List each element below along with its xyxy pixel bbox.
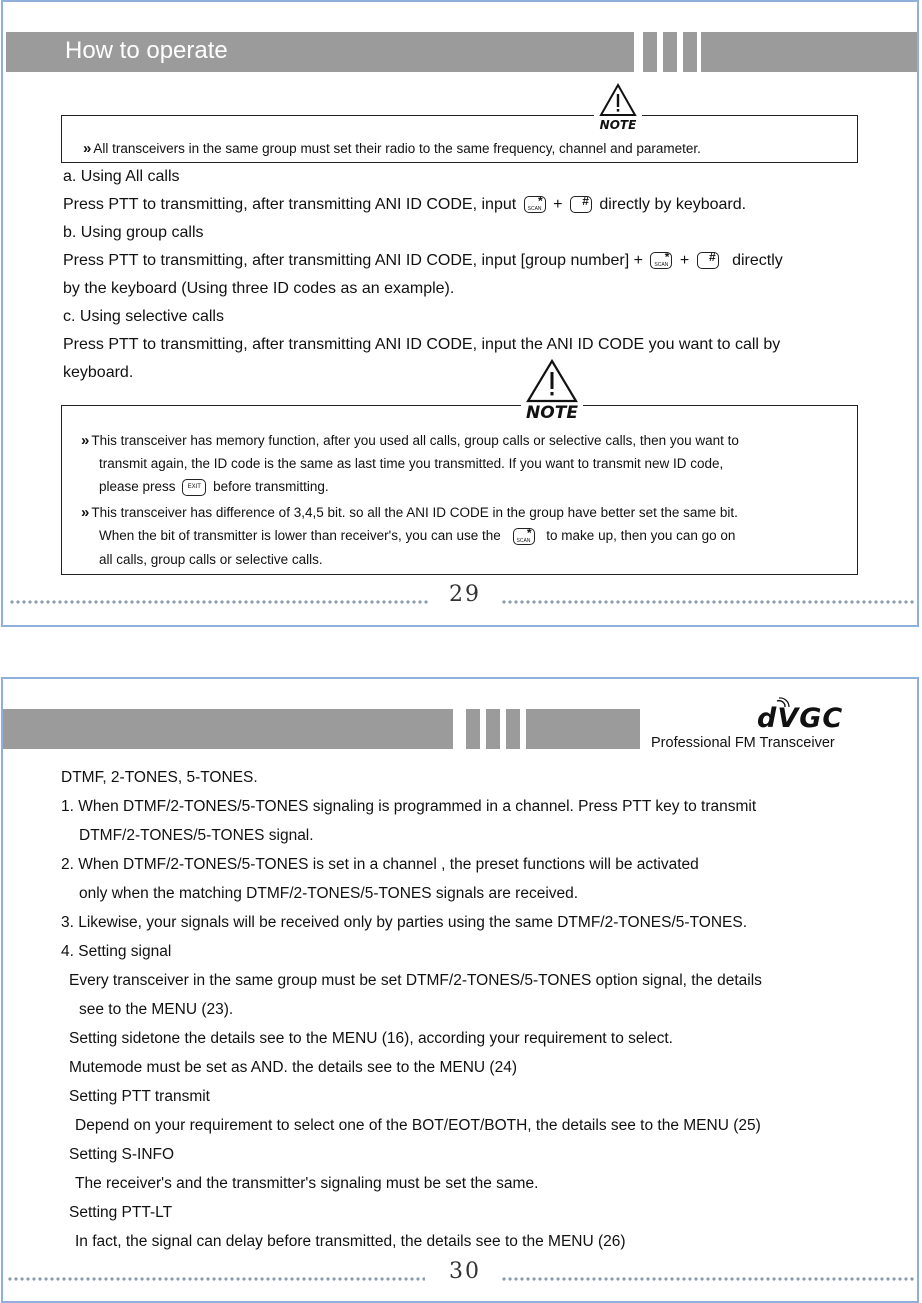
footer-dotted-rule [501,1276,915,1282]
text: to make up, then you can go on [546,528,736,544]
heading-group-calls: b. Using group calls [63,224,204,241]
header-stripe [643,32,657,72]
text: + [679,252,690,269]
warning-icon [525,358,579,404]
selective-calls-instruction: Press PTT to transmitting, after transmitting ANI ID CODE, input the ANI ID CODE you want to call by [63,336,781,353]
star-scan-key-icon: * SCAN [513,528,535,545]
note-2-line: transmit again, the ID code is the same as last time you transmitted. If you want to transmit new ID code, [99,456,724,471]
body-line: 1. When DTMF/2-TONES/5-TONES signaling is programmed in a channel. Press PTT key to transmit [61,798,757,815]
text: before transmitting. [213,479,329,495]
note-2-line [81,432,739,449]
page-number: 30 [449,1259,481,1284]
hash-key-icon: # [570,196,592,213]
svg-text:dVGC: dVGC [757,703,844,733]
body-line: Depend on your requirement to select one of the BOT/EOT/BOTH, the details see to the MENU (25) [75,1117,761,1134]
body-line: Setting S-INFO [69,1146,175,1163]
section-title: How to operate [65,37,228,64]
text: When the bit of transmitter is lower than receiver's, you can use the [99,528,501,544]
note-warning-2 [521,358,583,430]
note-2-line [99,528,735,545]
note-1-line [83,140,701,157]
group-calls-instruction [63,252,783,270]
hash-key-icon: # [697,252,719,269]
exit-key-icon: EXIT [182,479,206,496]
body-line: 3. Likewise, your signals will be received only by parties using the same DTMF/2-TONES/5-TONES. [61,914,747,931]
brand-tagline: Professional FM Transceiver [651,735,835,751]
header-stripe [486,709,500,749]
body-line: 4. Setting signal [61,943,172,960]
note-2-line [81,504,738,521]
body-line: In fact, the signal can delay before transmitted, the details see to the MENU (26) [75,1233,626,1250]
footer-dotted-rule [501,599,915,605]
text: This transceiver has memory function, after you used all calls, group calls or selective calls, then you want to [91,433,739,448]
header-stripe [506,709,520,749]
warning-icon [598,82,638,118]
header-stripe [466,709,480,749]
text: directly by keyboard. [599,196,747,213]
body-line: Setting PTT-LT [69,1204,173,1221]
body-line: Mutemode must be set as AND. the details see to the MENU (24) [69,1059,517,1076]
manual-page-30 [1,677,919,1303]
body-line: see to the MENU (23). [79,1001,234,1018]
note-1-text: All transceivers in the same group must set their radio to the same frequency, channel and parameter. [93,141,701,156]
chevron-right-icon: » [81,504,90,521]
body-line: Setting PTT transmit [69,1088,210,1105]
body-line: The receiver's and the transmitter's signaling must be set the same. [75,1175,539,1192]
text: Press PTT to transmitting, after transmitting ANI ID CODE, input [63,196,517,213]
all-calls-instruction [63,196,746,214]
body-line: Every transceiver in the same group must be set DTMF/2-TONES/5-TONES option signal, the details [69,972,762,989]
group-calls-instruction-2: by the keyboard (Using three ID codes as an example). [63,280,455,297]
body-line: 2. When DTMF/2-TONES/5-TONES is set in a channel , the preset functions will be activated [61,856,699,873]
text: please press [99,479,176,495]
heading-all-calls: a. Using All calls [63,168,180,185]
body-line: Setting sidetone the details see to the MENU (16), according your requirement to select. [69,1030,673,1047]
note-warning-1 [594,82,642,138]
note-label: NOTE [599,118,637,132]
header-bar-right [526,709,640,749]
note-label: NOTE [526,403,578,423]
selective-calls-instruction-2: keyboard. [63,364,134,381]
body-line: DTMF/2-TONES/5-TONES signal. [79,827,314,844]
star-scan-key-icon: * SCAN [650,252,672,269]
footer-dotted-rule [9,599,429,605]
header-bar-right [701,32,917,72]
body-line: DTMF, 2-TONES, 5-TONES. [61,769,258,786]
note-2-line: all calls, group calls or selective calls. [99,552,323,567]
text: This transceiver has difference of 3,4,5 bit. so all the ANI ID CODE in the group have better set the same bit. [91,505,738,520]
heading-selective-calls: c. Using selective calls [63,308,224,325]
star-scan-key-icon: * SCAN [524,196,546,213]
chevron-right-icon: » [81,432,90,449]
brand-logo-mark [755,697,855,733]
header-stripe [663,32,677,72]
body-line: only when the matching DTMF/2-TONES/5-TONES signals are received. [79,885,579,902]
header-stripe [683,32,697,72]
text: + [553,196,563,213]
page-number: 29 [449,582,481,607]
footer-dotted-rule [7,1276,425,1282]
manual-page-29 [1,0,919,627]
header-bar-left [1,709,453,749]
text: Press PTT to transmitting, after transmitting ANI ID CODE, input [group number] + [63,252,643,269]
chevron-right-icon: » [83,140,92,157]
text: directly [732,252,783,269]
note-2-line [99,479,329,496]
